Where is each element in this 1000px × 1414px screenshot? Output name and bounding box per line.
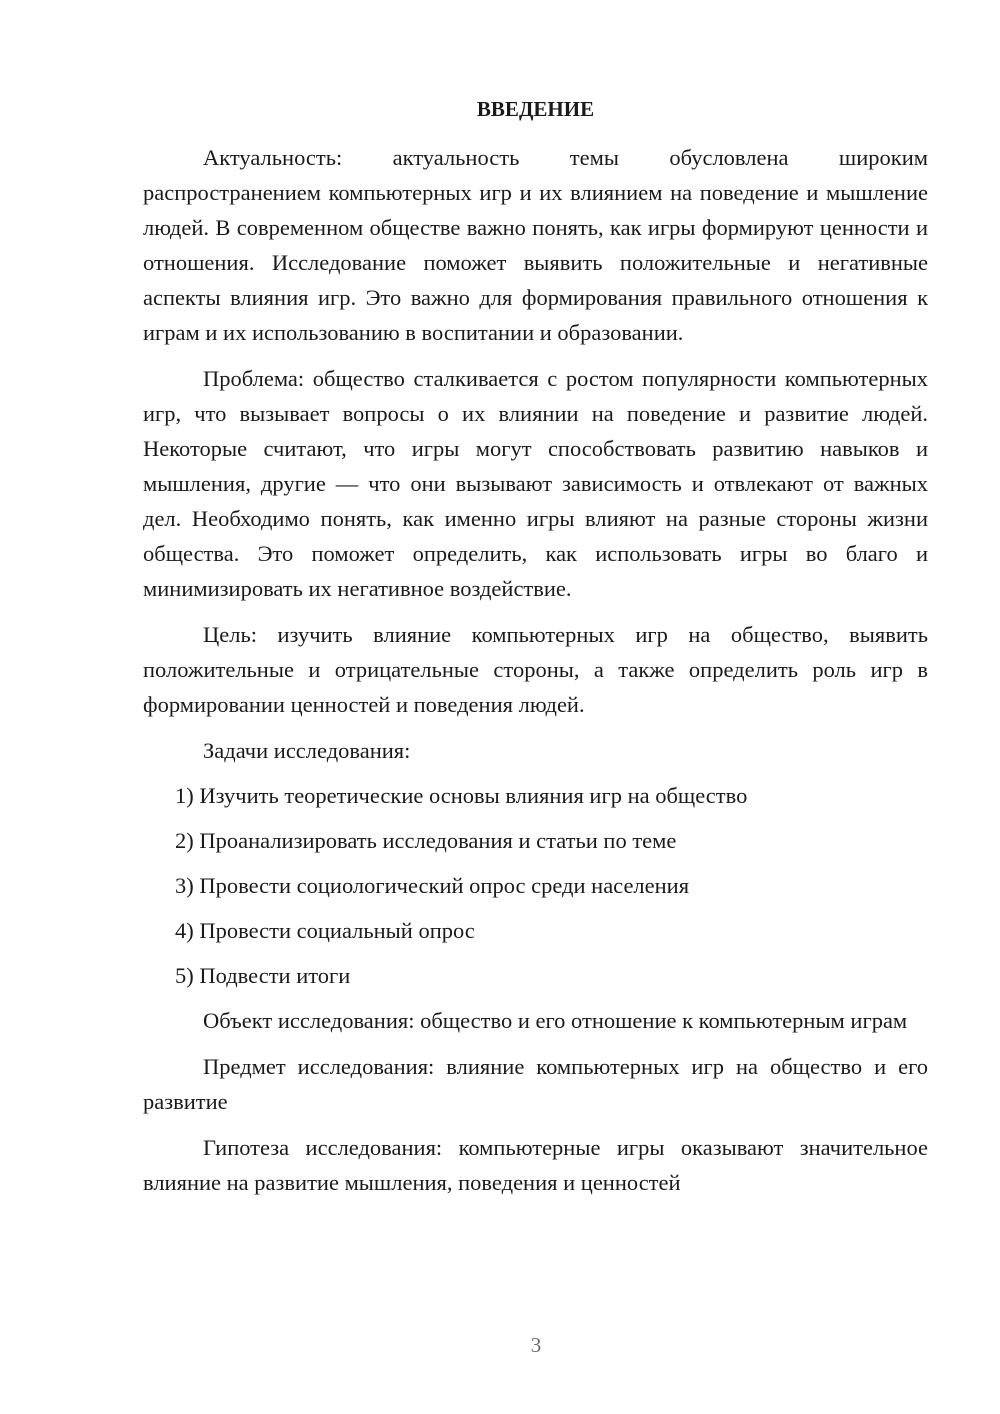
paragraph-hypothesis: Гипотеза исследования: компьютерные игры оказывают значительное влияние на развитие мышления, поведения и ценностей [143,1135,928,1195]
paragraph-subject: Предмет исследования: влияние компьютерных игр на общество и его развитие [143,1054,928,1114]
tasks-heading: Задачи исследования: [203,738,411,763]
paragraph-object: Объект исследования: общество и его отношение к компьютерным играм [203,1008,908,1033]
document-page [143,92,928,1211]
tasks-list [143,778,928,993]
section-title: ВВЕДЕНИЕ [476,97,595,121]
list-item: 5) Подвести итоги [175,963,351,988]
paragraph-relevance: Актуальность: актуальность темы обусловлена широким распространением компьютерных игр и их влиянием на поведение и мышление людей. В современном обществе важно понять, как игры формируют ценности и отношения. Исследование поможет выявить положительные и негативные аспекты влияния игр. Это важно для формирования правильного отношения к играм и их использованию в воспитании и образовании. [143,145,928,345]
paragraph-goal: Цель: изучить влияние компьютерных игр на общество, выявить положительные и отрицательные стороны, а также определить роль игр в формировании ценностей и поведения людей. [143,622,928,717]
list-item: 4) Провести социальный опрос [175,918,475,943]
list-item: 1) Изучить теоретические основы влияния игр на общество [175,783,748,808]
paragraph-problem: Проблема: общество сталкивается с ростом популярности компьютерных игр, что вызывает вопросы о их влиянии на поведение и развитие людей. Некоторые считают, что игры могут способствовать развитию навыков и мышления, другие — что они вызывают зависимость и отвлекают от важных дел. Необходимо понять, как именно игры влияют на разные стороны жизни общества. Это поможет определить, как использовать игры во благо и минимизировать их негативное воздействие. [143,366,928,601]
page-number: 3 [530,1333,542,1357]
list-item: 2) Проанализировать исследования и статьи по теме [175,828,677,853]
list-item: 3) Провести социологический опрос среди населения [175,873,690,898]
